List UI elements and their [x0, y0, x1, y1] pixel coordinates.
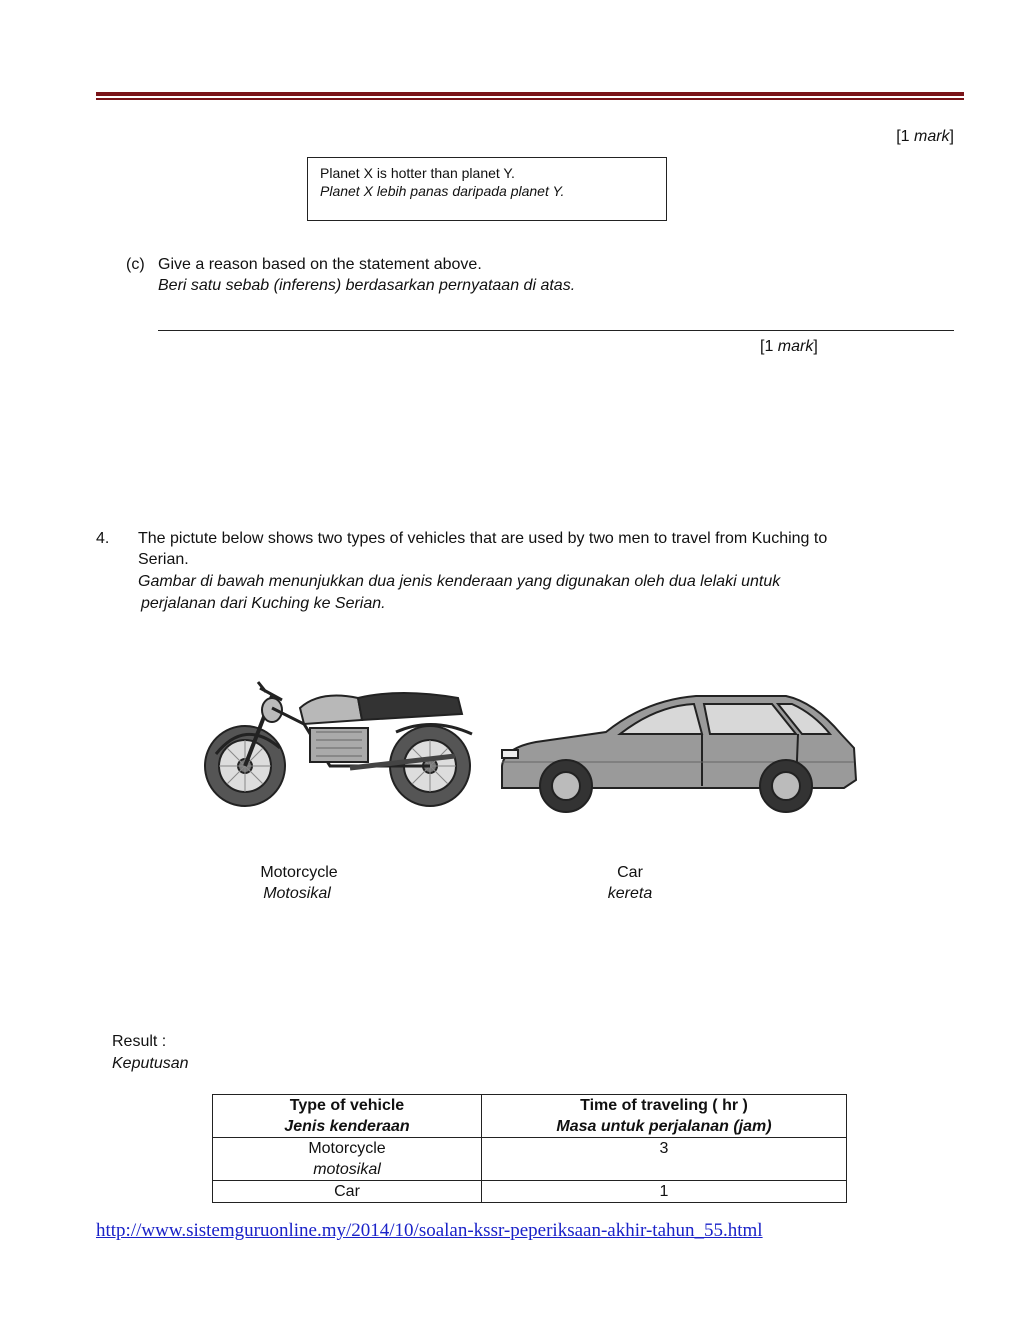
header-ms: Masa untuk perjalanan (jam) — [556, 1118, 772, 1135]
result-label-en: Result : — [112, 1033, 167, 1050]
question-4-prompt-en-1: The pictute below shows two types of vehicles that are used by two men to travel from Kuching to — [138, 530, 828, 547]
header-rule-thin — [96, 98, 964, 100]
part-c-prompt-ms: Beri satu sebab (inferens) berdasarkan pernyataan di atas. — [158, 277, 576, 294]
vehicle-en: Motorcycle — [308, 1140, 386, 1157]
motorcycle-illustration — [200, 668, 485, 818]
table-row — [213, 1138, 847, 1181]
statement-en: Planet X is hotter than planet Y. — [320, 165, 515, 181]
mark-word: mark — [913, 128, 950, 145]
mark-word: mark — [777, 338, 814, 355]
mark-label-c — [760, 338, 818, 356]
car-caption-en: Car — [617, 864, 643, 881]
header-en: Type of vehicle — [289, 1097, 405, 1114]
mark-close: ] — [813, 338, 818, 355]
table-cell-vehicle: Car — [213, 1181, 482, 1203]
part-c-prompt-en: Give a reason based on the statement above. — [158, 256, 482, 273]
table-header-vehicle — [213, 1095, 482, 1138]
statement-ms: Planet X lebih panas daripada planet Y. — [320, 183, 565, 199]
answer-line[interactable] — [158, 330, 954, 331]
question-4-prompt-ms-2: perjalanan dari Kuching ke Serian. — [141, 595, 386, 612]
footer-url-link[interactable]: http://www.sistemguruonline.my/2014/10/soalan-kssr-peperiksaan-akhir-tahun_55.html — [96, 1220, 763, 1241]
motorcycle-caption-ms: Motosikal — [263, 885, 331, 902]
mark-open: [1 — [896, 128, 914, 145]
part-c-label: (c) — [126, 256, 145, 273]
statement-box — [307, 157, 667, 221]
header-en: Time of traveling ( hr ) — [580, 1097, 748, 1114]
result-label-ms: Keputusan — [112, 1055, 189, 1072]
mark-open: [1 — [760, 338, 778, 355]
question-4-prompt-en-2: Serian. — [138, 551, 189, 568]
mark-close: ] — [949, 128, 954, 145]
motorcycle-caption-en: Motorcycle — [260, 864, 338, 881]
result-table — [212, 1094, 847, 1203]
table-row — [213, 1181, 847, 1203]
header-rule-thick — [96, 92, 964, 96]
table-cell-vehicle — [213, 1138, 482, 1181]
table-cell-time: 3 — [482, 1138, 847, 1181]
table-header-time — [482, 1095, 847, 1138]
question-4-prompt-ms-1: Gambar di bawah menunjukkan dua jenis kenderaan yang digunakan oleh dua lelaki untuk — [138, 573, 781, 590]
table-header-row — [213, 1095, 847, 1138]
header-ms: Jenis kenderaan — [284, 1118, 410, 1135]
question-4-number: 4. — [96, 530, 110, 547]
vehicle-ms: motosikal — [313, 1161, 381, 1178]
car-caption-ms: kereta — [607, 885, 653, 902]
mark-label-b — [896, 128, 954, 146]
table-cell-time: 1 — [482, 1181, 847, 1203]
car-illustration — [496, 688, 858, 813]
